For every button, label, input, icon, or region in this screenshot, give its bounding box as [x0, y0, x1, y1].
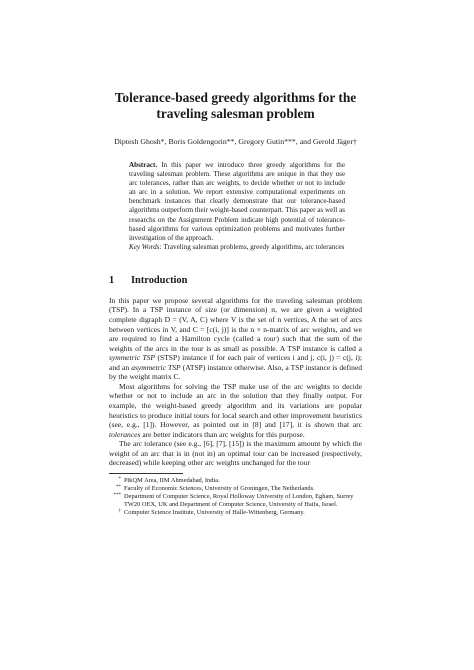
abstract-text: In this paper we introduce three greedy algorithms for the traveling salesman problem. These algorithms are unique in that they use arc tolerances, rather than arc weights, to decide whether or not to include an arc in a solution. We report extensive computational experiments on benchmark instances that clearly demonstrate that our tolerance-based algorithms outperform their weight-based counterpart. This paper as well as researchs on the Assignment Problem indicate high potential of tolerance-based algorithms for various optimization problems and motivates further investigation of the approach.: [129, 161, 345, 242]
body-text: [109, 296, 362, 468]
footnote-text: Computer Science Institute, University of Halle-Wittenberg, Germany.: [124, 509, 305, 517]
keywords-label: Key Words:: [129, 242, 162, 251]
term-tour: tour: [263, 334, 277, 344]
footnote-mark: †: [118, 509, 121, 515]
section-number: 1: [109, 274, 115, 286]
section-heading: [109, 274, 362, 287]
footnote-text: Department of Computer Science, Royal Holloway University of London, Egham, Surrey TW20 OEX, UK and Department of Computer Science, University of Haifa, Israel.: [124, 492, 354, 509]
title-line-2: traveling salesman problem: [156, 106, 315, 121]
section-title: Introduction: [131, 274, 188, 286]
footnote-mark: ***: [113, 492, 121, 498]
footnote-rule: [109, 473, 183, 474]
paragraph-1: In this paper we propose several algorithms for the traveling salesman problem (TSP). In a TSP instance of size (or dimension) n, we are given a weighted complete digraph D = (V, A, C) where V is the set of n vertices, A the set of arcs between vertices in V, and C = [c(i, j)] is the n × n-matrix of arc weights, and we are required to find a Hamilton cycle (called a tour) such that the sum of the weights of the arcs in the tour is as small as possible. A TSP instance is called a symmetric TSP (STSP) instance if for each pair of vertices i and j, c(i, j) = c(j, i); and an asymmetric TSP (ATSP) instance otherwise. Also, a TSP instance is defined by the weight matrix C.: [109, 295, 363, 382]
footnote-text: Faculty of Economic Sciences, University of Groningen, The Netherlands.: [124, 484, 315, 492]
keywords-text: Traveling salesman problems, greedy algorithms, arc tolerances: [163, 242, 345, 251]
footnotes: [109, 477, 362, 517]
footnote-mark: **: [116, 484, 121, 490]
footnote-text: P&QM Area, IIM Ahmedabad, India.: [124, 476, 220, 484]
paper-title: [109, 0, 362, 122]
title-line-1: Tolerance-based greedy algorithms for the: [114, 90, 357, 105]
footnote: [109, 509, 362, 517]
footnote: [109, 493, 362, 509]
term-symmetric-tsp: symmetric TSP: [109, 353, 156, 363]
author-list: Diptesh Ghosh*, Boris Goldengorin**, Gregory Gutin***, and Gerold Jäger†: [114, 137, 357, 146]
paragraph-3: The arc tolerance (see e.g., [6], [7], [15]) is the maximum amount by which the weight of an arc that is in (not in) an optimal tour can be increased (respectively, decreased) while keeping other arc weights unchanged for the tour: [109, 439, 362, 468]
term-asymmetric-tsp: asymmetric TSP: [131, 362, 181, 372]
abstract: [129, 161, 345, 252]
term-tolerances: tolerances: [109, 429, 141, 439]
footnote: [109, 477, 362, 485]
paragraph-2: Most algorithms for solving the TSP make use of the arc weights to decide whether or not to include an arc in the solution that they finally output. For example, the weight-based greedy algorithm and its variations are popular heuristics to produce initial tours for local search and other improvement heuristics (see, e.g., [1]). However, as pointed out in [8] and [17], it is shown that arc tolerances are better indicators than arc weights for this purpose.: [109, 381, 362, 439]
footnote: [109, 485, 362, 493]
footnote-mark: *: [118, 476, 121, 482]
abstract-label: Abstract.: [129, 161, 158, 169]
